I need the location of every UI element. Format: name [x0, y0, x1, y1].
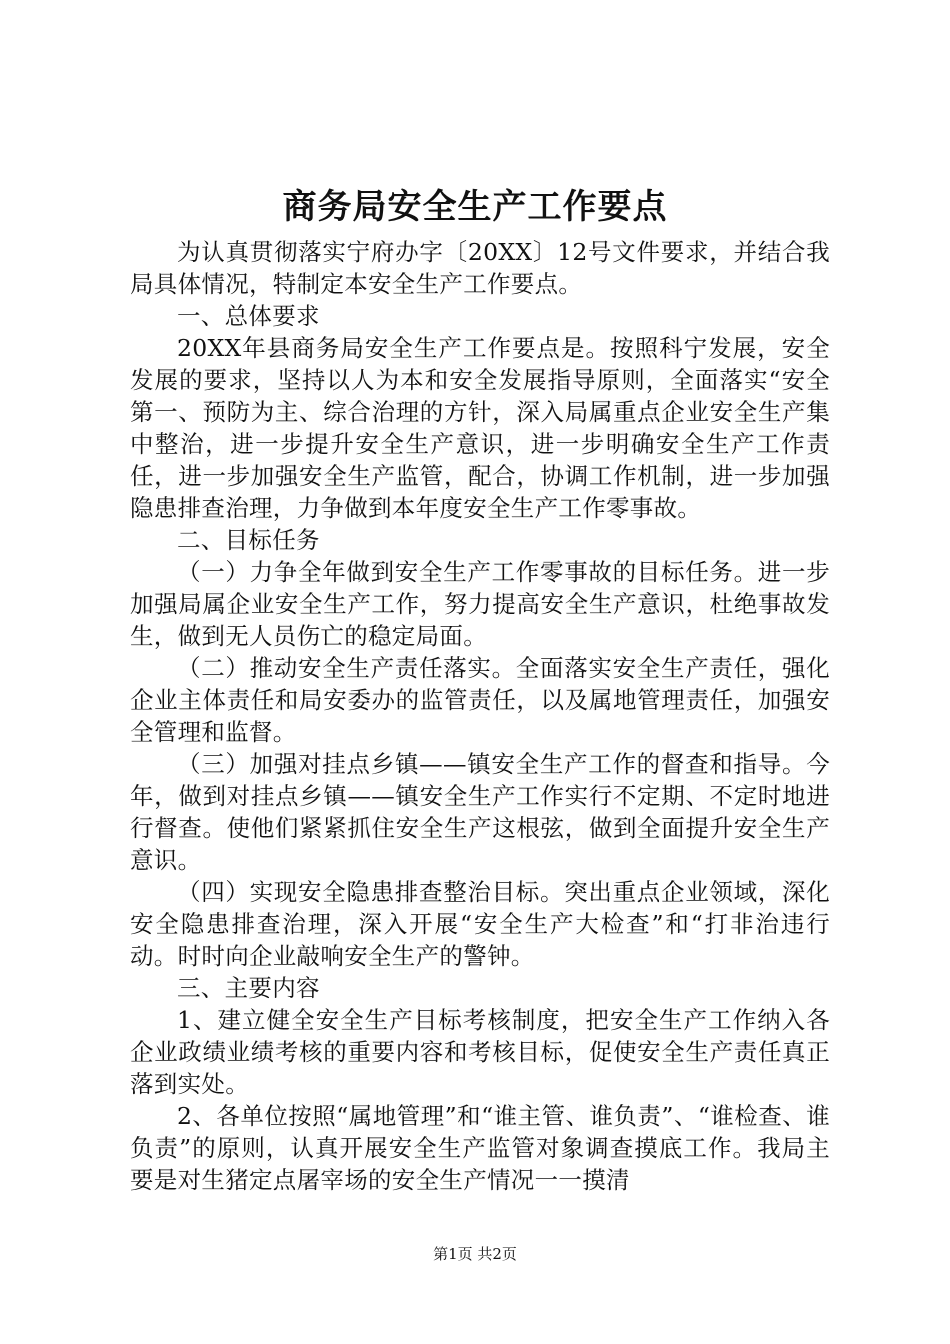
paragraph-content-1: 1、建立健全安全生产目标考核制度，把安全生产工作纳入各企业政绩业绩考核的重要内容和考核目标，促使安全生产责任真正落到实处。	[130, 1006, 830, 1098]
section-heading-content: 三、主要内容	[177, 974, 320, 1002]
document-title: 商务局安全生产工作要点	[282, 187, 668, 227]
paragraph-content-2: 2、各单位按照“属地管理”和“谁主管、谁负责”、“谁检查、谁负责”的原则，认真开展安全生产监管对象调查摸底工作。我局主要是对生猪定点屠宰场的安全生产情况一一摸清	[130, 1102, 830, 1194]
paragraph-goal-1: （一）力争全年做到安全生产工作零事故的目标任务。进一步加强局属企业安全生产工作，努力提高安全生产意识，杜绝事故发生，做到无人员伤亡的稳定局面。	[130, 558, 830, 650]
paragraph-intro: 为认真贯彻落实宁府办字〔20XX〕12号文件要求，并结合我局具体情况，特制定本安全生产工作要点。	[130, 238, 830, 298]
paragraph-goal-4: （四）实现安全隐患排查整治目标。突出重点企业领域，深化安全隐患排查治理，深入开展“安全生产大检查”和“打非治违行动。时时向企业敲响安全生产的警钟。	[130, 878, 830, 970]
paragraph-general-requirements: 20XX年县商务局安全生产工作要点是。按照科宁发展，安全发展的要求，坚持以人为本和安全发展指导原则，全面落实“安全第一、预防为主、综合治理的方针，深入局属重点企业安全生产集中整治，进一步提升安全生产意识，进一步明确安全生产工作责任，进一步加强安全生产监管，配合，协调工作机制，进一步加强隐患排查治理，力争做到本年度安全生产工作零事故。	[130, 334, 830, 522]
section-heading-goals: 二、目标任务	[177, 526, 320, 554]
paragraph-goal-2: （二）推动安全生产责任落实。全面落实安全生产责任，强化企业主体责任和局安委办的监管责任，以及属地管理责任，加强安全管理和监督。	[130, 654, 830, 746]
page-number-footer: 第1页 共2页	[433, 1245, 517, 1263]
document-body	[130, 236, 830, 1196]
section-heading-general: 一、总体要求	[177, 302, 320, 330]
paragraph-goal-3: （三）加强对挂点乡镇——镇安全生产工作的督查和指导。今年，做到对挂点乡镇——镇安全生产工作实行不定期、不定时地进行督查。使他们紧紧抓住安全生产这根弦，做到全面提升安全生产意识。	[130, 750, 830, 874]
